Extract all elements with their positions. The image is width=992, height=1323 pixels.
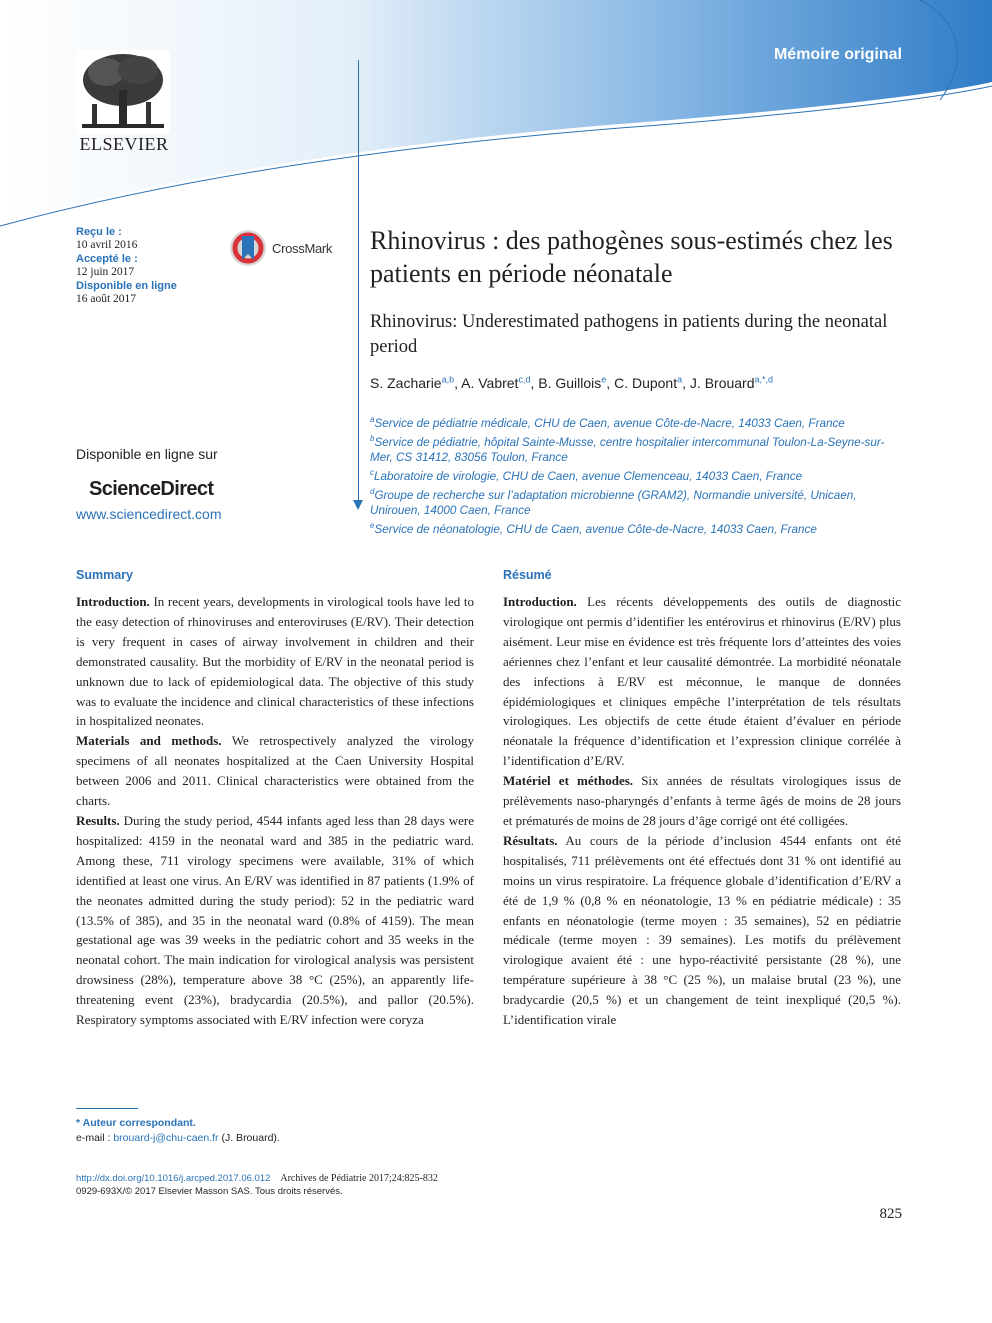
received-label: Reçu le :: [76, 226, 122, 238]
crossmark-icon: [228, 228, 268, 268]
crossmark-label: CrossMark: [272, 240, 333, 256]
availability-block: [76, 446, 222, 522]
received-date: 10 avril 2016: [76, 239, 138, 252]
author: S. Zacharie$^{a,b}$,: [370, 374, 462, 391]
article-title-en: Rhinovirus: Underestimated pathogens in patients during the neonatal period: [370, 312, 888, 357]
affiliation: $^c$Laboratoire de virologie, CHU de Caen, avenue Clemenceau, 14033 Caen, France: [370, 467, 803, 483]
online-label: Disponible en ligne: [76, 279, 177, 292]
author: B. Guillois$^e$,: [538, 374, 615, 391]
author: J. Brouard$^{a,*,d}$: [689, 374, 774, 391]
footnote-rule: [76, 1108, 138, 1109]
affiliation: $^e$Service de néonatologie, CHU de Caen, avenue Côte-de-Nacre, 14033 Caen, France: [370, 520, 817, 536]
copyright-line: 0929-693X/© 2017 Elsevier Masson SAS. Tous droits réservés.: [76, 1186, 343, 1197]
author: A. Vabret$^{c,d}$,: [461, 374, 539, 391]
affiliation: $^a$Service de pédiatrie médicale, CHU de Caen, avenue Côte-de-Nacre, 14033 Caen, France: [370, 415, 845, 430]
resume-paragraph: Introduction. Les récents développements des outils de diagnostic virologique ont permis d’identifier les entérovirus et rhinovirus (E/RV) plus aisément. Leur mise en évidence est très fréquente lors d’atteintes des voies aériennes chez l’enfant et leur causalité démontrée. La morbidité néonatale des infections à E/RV est méconnue, le manque de données épidémiologiques et cliniques empêche l’interprétation de tels résultats virologiques. Les objectifs de cette étude étaient d’évaluer en période néonatale la fréquence d’identification et l’expression clinique corrélée à l’identification d’E/RV.: [503, 594, 901, 769]
author-list: [370, 374, 910, 391]
sciencedirect-link[interactable]: www.sciencedirect.com: [76, 506, 222, 522]
crossmark-badge[interactable]: [228, 228, 332, 268]
summary-column: [76, 568, 474, 1030]
affiliation: $^b$Service de pédiatrie, hôpital Sainte-Musse, centre hospitalier intercommunal Toulon-La-Seyne-sur-Mer, CS 31412, 83056 Toulon, France: [370, 433, 885, 464]
doi-link[interactable]: http://dx.doi.org/10.1016/j.arcped.2017.06.012: [76, 1173, 271, 1184]
bibliographic-info: [76, 1172, 438, 1198]
vertical-divider: [358, 60, 359, 502]
resume-paragraph: Matériel et méthodes. Six années de résultats virologiques issus de prélèvements naso-pharyngés d’enfants à terme âgés de moins de 28 jours et prématurés de moins de 28 jours d’âge corrigé ont été colligées.: [503, 773, 902, 828]
accepted-label: Accepté le :: [76, 252, 138, 265]
affiliation: $^d$Groupe de recherche sur l’adaptation microbienne (GRAM2), Normandie université, Unicaen, Unirouen, 14000 Caen, France: [370, 486, 857, 517]
summary-paragraph: Introduction. In recent years, developments in virological tools have led to the easy detection of rhinoviruses and enteroviruses (E/RV). Their detection is very frequent in cases of airway involvement in children and their demonstrated causality. But the morbidity of E/RV in the neonatal period is unknown due to lack of epidemiological data. The objective of this study was to evaluate the incidence and clinical characteristics of these infections in hospitalized neonates.: [76, 594, 474, 729]
email-link[interactable]: brouard-j@chu-caen.fr: [113, 1132, 219, 1144]
article-title-fr: Rhinovirus : des pathogènes sous-estimés chez les patients en période néonatale: [370, 226, 893, 288]
author: C. Dupont$^a$,: [614, 374, 690, 391]
corresponding-author-label: * Auteur correspondant.: [76, 1117, 196, 1129]
section-label: Mémoire original: [773, 46, 902, 63]
divider-arrow-icon: [353, 500, 363, 510]
corresponding-author-footnote: [76, 1116, 280, 1146]
summary-paragraph: Results. During the study period, 4544 infants aged less than 28 days were hospitalized: 4159 in the neonatal ward and 385 in the pediatric ward. Among these, 711 virology specimens were available, 31% of which identified at least one virus. An E/RV was identified in 87 patients (1.9% of the neonates admitted during the study period): 52 in the pediatric ward (13.5% of 385), and 35 in the neonatal ward (0.8% of 4159). The mean gestational age was 39 weeks in the pediatric cohort and 35 weeks in the neonatal cohort. The main indication for virological analysis was persistent drowsiness (28%), temperature above 38 °C (25%), an apparently life-threatening event (23%), bradycardia (20.5%), and pallor (20.5%). Respiratory symptoms associated with E/RV infection were coryza: [76, 812, 474, 1028]
resume-heading: Résumé: [503, 568, 552, 582]
summary-heading: Summary: [76, 568, 133, 582]
page-number: 825: [879, 1206, 902, 1222]
summary-paragraph: Materials and methods. We retrospectively analyzed the virology specimens of all neonates hospitalized at the Caen University Hospital between 2006 and 2011. Clinical characteristics were obtained from the charts.: [76, 733, 474, 809]
affiliation-list: [370, 412, 900, 536]
accepted-date: 12 juin 2017: [76, 266, 135, 279]
availability-label: Disponible en ligne sur: [76, 446, 218, 462]
sciencedirect-logo: ScienceDirect: [89, 478, 214, 500]
online-date: 16 août 2017: [76, 293, 137, 306]
resume-paragraph: Résultats. Au cours de la période d’inclusion 4544 enfants ont été hospitalisés, 711 prélèvements ont été effectués dont 31 % ont identifié au moins un virus respiratoire. La fréquence globale d’identification d’E/RV a été de 1,9 % (0,8 % en néonatologie, 13 % en pédiatrie médicale) : 35 enfants en néonatologie (terme moyen : 35 semaines), 52 en pédiatrie médicale (terme moyen : 39 semaines). Les motifs du prélèvement virologique avaient été : une hypo-réactivité persistante (28 %), une température supérieure à 38 °C (25 %), un malaise brutal (23 %), une bradycardie (20,5 %) et un changement de teint inexpliqué (20,5 %). L’identification virale: [503, 832, 901, 1028]
email-line: e-mail : brouard-j@chu-caen.fr (J. Brouard).: [76, 1132, 280, 1144]
article-dates: [76, 226, 177, 306]
publisher-name: ELSEVIER: [79, 134, 169, 154]
resume-column: [503, 568, 901, 1030]
journal-citation: Archives de Pédiatrie 2017;24:825-832: [280, 1173, 438, 1184]
